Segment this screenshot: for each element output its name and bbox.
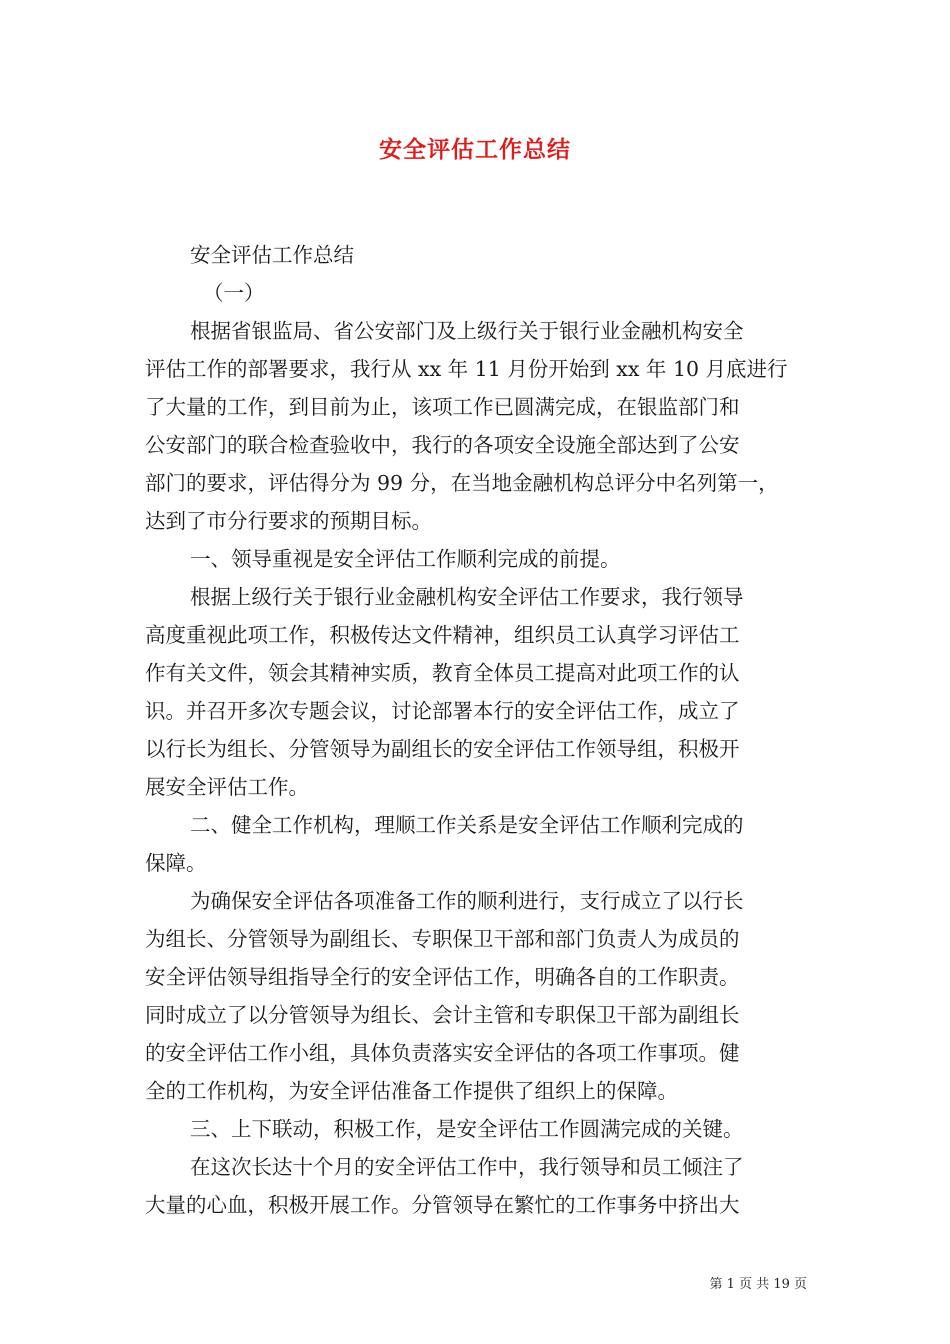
paragraph-line: 作有关文件，领会其精神实质，教育全体员工提高对此项工作的认	[145, 661, 740, 685]
paragraph-line: 评估工作的部署要求，我行从 xx 年 11 月份开始到 xx 年 10 月底进行	[145, 357, 788, 381]
paragraph-line: 部门的要求，评估得分为 99 分，在当地金融机构总评分中名列第一，	[145, 471, 779, 495]
section-number: （一）	[203, 281, 265, 305]
paragraph-line: 高度重视此项工作，积极传达文件精神，组织员工认真学习评估工	[145, 623, 740, 647]
paragraph-line: 以行长为组长、分管领导为副组长的安全评估工作领导组，积极开	[145, 737, 740, 761]
paragraph-line: 为确保安全评估各项准备工作的顺利进行，支行成立了以行长	[190, 889, 744, 913]
paragraph-line: 全的工作机构，为安全评估准备工作提供了组织上的保障。	[145, 1079, 678, 1103]
paragraph-line: 安全评估领导组指导全行的安全评估工作，明确各自的工作职责。	[145, 965, 740, 989]
document-body	[145, 236, 810, 1224]
paragraph-line: 了大量的工作，到目前为止，该项工作已圆满完成，在银监部门和	[145, 395, 740, 419]
paragraph-line: 的安全评估工作小组，具体负责落实安全评估的各项工作事项。健	[145, 1041, 740, 1065]
paragraph-line: 根据上级行关于银行业金融机构安全评估工作要求，我行领导	[190, 585, 744, 609]
paragraph-line: 为组长、分管领导为副组长、专职保卫干部和部门负责人为成员的	[145, 927, 740, 951]
section-heading: 三、上下联动，积极工作，是安全评估工作圆满完成的关键。	[190, 1117, 744, 1141]
section-heading-continued: 保障。	[145, 851, 207, 875]
document-title: 安全评估工作总结	[379, 136, 571, 163]
section-heading: 二、健全工作机构，理顺工作关系是安全评估工作顺利完成的	[190, 813, 744, 837]
paragraph-line: 大量的心血，积极开展工作。分管领导在繁忙的工作事务中挤出大	[145, 1193, 740, 1217]
paragraph-line: 识。并召开多次专题会议，讨论部署本行的安全评估工作，成立了	[145, 699, 740, 723]
paragraph-line: 同时成立了以分管领导为组长、会计主管和专职保卫干部为副组长	[145, 1003, 740, 1027]
paragraph-line: 达到了市分行要求的预期目标。	[145, 509, 432, 533]
page-indicator: 第 1 页 共 19 页	[709, 1277, 807, 1292]
paragraph-line: 展安全评估工作。	[145, 775, 309, 799]
body-subtitle: 安全评估工作总结	[190, 243, 354, 267]
paragraph-line: 在这次长达十个月的安全评估工作中，我行领导和员工倾注了	[190, 1155, 744, 1179]
paragraph-line: 公安部门的联合检查验收中，我行的各项安全设施全部达到了公安	[145, 433, 740, 457]
paragraph-line: 根据省银监局、省公安部门及上级行关于银行业金融机构安全	[190, 319, 744, 343]
section-heading: 一、领导重视是安全评估工作顺利完成的前提。	[190, 547, 621, 571]
